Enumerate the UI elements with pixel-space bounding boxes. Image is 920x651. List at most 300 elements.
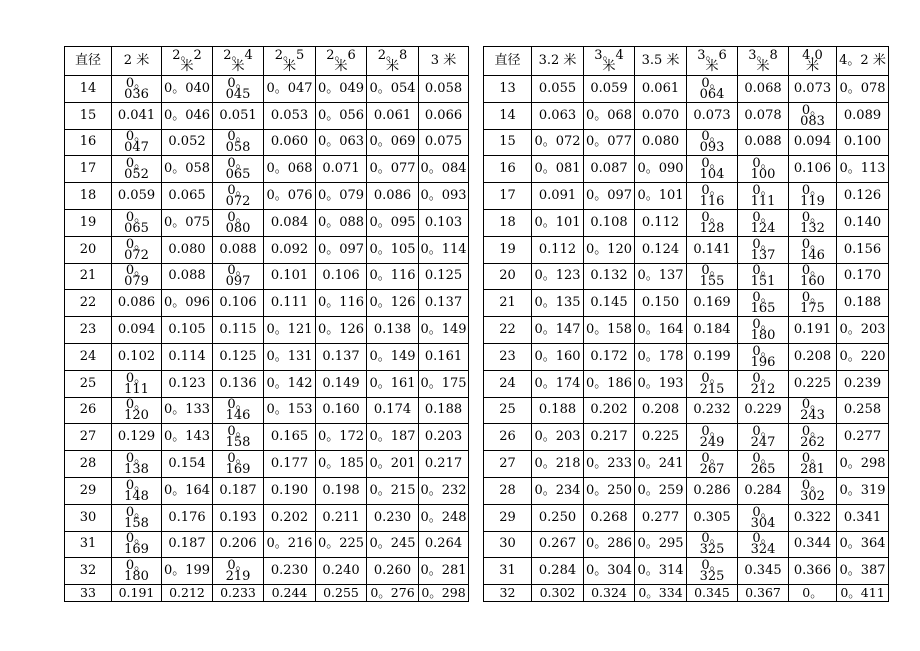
volume-cell: 0.114 [162, 343, 213, 370]
volume-cell: 0.284 [738, 477, 789, 504]
right-header-cell: 4.0 米 [789, 47, 837, 76]
volume-cell: 0。120 [584, 236, 635, 263]
table-row [484, 317, 889, 344]
volume-cell: 0。158 [584, 317, 635, 344]
volume-cell: 0。 249 [687, 424, 738, 451]
volume-cell: 0.165 [264, 424, 316, 451]
volume-cell: 0.264 [419, 531, 469, 558]
volume-cell: 0.174 [367, 397, 419, 424]
table-row [484, 263, 889, 290]
volume-cell: 0.277 [635, 504, 687, 531]
volume-cell: 0.217 [419, 451, 469, 478]
volume-cell: 0.177 [264, 451, 316, 478]
volume-cell: 0.225 [635, 424, 687, 451]
volume-cell: 0。295 [635, 531, 687, 558]
diameter-cell: 26 [484, 424, 532, 451]
diameter-cell: 18 [484, 209, 532, 236]
diameter-cell: 13 [484, 76, 532, 103]
volume-cell: 0.078 [738, 102, 789, 129]
table-row [484, 102, 889, 129]
volume-cell: 0。135 [532, 290, 584, 317]
volume-cell: 0。 158 [112, 504, 162, 531]
volume-cell: 0。075 [162, 209, 213, 236]
volume-cell: 0.137 [316, 343, 367, 370]
volume-cell: 0。160 [532, 343, 584, 370]
table-row [65, 370, 469, 397]
diameter-cell: 31 [484, 558, 532, 585]
volume-cell: 0.233 [213, 585, 264, 602]
volume-cell: 0。364 [837, 531, 889, 558]
volume-cell: 0.305 [687, 504, 738, 531]
table-row [484, 504, 889, 531]
volume-cell: 0.161 [419, 343, 469, 370]
table-row [484, 129, 889, 156]
volume-cell: 0。 304 [738, 504, 789, 531]
volume-cell: 0.198 [316, 477, 367, 504]
volume-cell: 0。 116 [687, 183, 738, 210]
volume-cell: 0.176 [162, 504, 213, 531]
diameter-cell: 19 [484, 236, 532, 263]
volume-cell: 0.084 [264, 209, 316, 236]
volume-cell: 0。116 [316, 290, 367, 317]
volume-cell: 0.073 [687, 102, 738, 129]
right-header-cell: 3。6 米 [687, 47, 738, 76]
table-row [484, 76, 889, 103]
volume-cell: 0.229 [738, 397, 789, 424]
diameter-cell: 15 [484, 129, 532, 156]
volume-cell: 0。077 [367, 156, 419, 183]
volume-cell: 0。097 [316, 236, 367, 263]
volume-cell: 0。149 [367, 343, 419, 370]
volume-cell: 0。 243 [789, 397, 837, 424]
volume-cell: 0.203 [419, 424, 469, 451]
volume-cell: 0.322 [789, 504, 837, 531]
table-row [484, 343, 889, 370]
volume-cell: 0。079 [316, 183, 367, 210]
volume-cell: 0.208 [635, 397, 687, 424]
volume-cell: 0。 100 [738, 156, 789, 183]
diameter-cell: 29 [484, 504, 532, 531]
volume-cell: 0。047 [264, 76, 316, 103]
diameter-cell: 22 [65, 290, 112, 317]
diameter-cell: 20 [65, 236, 112, 263]
volume-cell: 0。078 [837, 76, 889, 103]
volume-cell: 0。081 [532, 156, 584, 183]
volume-cell: 0.103 [419, 209, 469, 236]
volume-cell: 0。113 [837, 156, 889, 183]
volume-cell: 0。 [789, 585, 837, 602]
volume-cell: 0.070 [635, 102, 687, 129]
volume-cell: 0.136 [213, 370, 264, 397]
right-header-cell: 4。2 米 [837, 47, 889, 76]
volume-cell: 0.191 [789, 317, 837, 344]
diameter-cell: 14 [484, 102, 532, 129]
volume-cell: 0。234 [532, 477, 584, 504]
volume-cell: 0。 148 [112, 477, 162, 504]
volume-cell: 0.123 [162, 370, 213, 397]
volume-cell: 0.187 [213, 477, 264, 504]
volume-cell: 0.202 [264, 504, 316, 531]
diameter-cell: 28 [484, 477, 532, 504]
volume-cell: 0。054 [367, 76, 419, 103]
volume-cell: 0。088 [316, 209, 367, 236]
table-row [65, 209, 469, 236]
diameter-cell: 24 [65, 343, 112, 370]
table-row [484, 290, 889, 317]
volume-cell: 0。281 [419, 558, 469, 585]
diameter-cell: 14 [65, 76, 112, 103]
volume-cell: 0.244 [264, 585, 316, 602]
volume-cell: 0。 158 [213, 424, 264, 451]
volume-cell: 0。 093 [687, 129, 738, 156]
table-row [484, 209, 889, 236]
volume-cell: 0.125 [419, 263, 469, 290]
table-row [65, 156, 469, 183]
volume-cell: 0.199 [687, 343, 738, 370]
volume-cell: 0。199 [162, 558, 213, 585]
volume-cell: 0。123 [532, 263, 584, 290]
volume-cell: 0。137 [635, 263, 687, 290]
volume-cell: 0。164 [635, 317, 687, 344]
table-row [484, 397, 889, 424]
volume-cell: 0。225 [316, 531, 367, 558]
volume-cell: 0.132 [584, 263, 635, 290]
diameter-cell: 30 [65, 504, 112, 531]
volume-cell: 0.188 [532, 397, 584, 424]
table-row [65, 76, 469, 103]
volume-cell: 0。 083 [789, 102, 837, 129]
volume-cell: 0。 052 [112, 156, 162, 183]
volume-cell: 0。 072 [112, 236, 162, 263]
volume-cell: 0。175 [419, 370, 469, 397]
table-row [484, 183, 889, 210]
volume-cell: 0.184 [687, 317, 738, 344]
volume-cell: 0。203 [532, 424, 584, 451]
volume-cell: 0。215 [367, 477, 419, 504]
diameter-cell: 21 [65, 263, 112, 290]
diameter-cell: 22 [484, 317, 532, 344]
volume-cell: 0。 325 [687, 531, 738, 558]
volume-cell: 0。 160 [789, 263, 837, 290]
diameter-cell: 15 [65, 102, 112, 129]
volume-cell: 0。174 [532, 370, 584, 397]
volume-cell: 0.066 [419, 102, 469, 129]
table-row [65, 531, 469, 558]
volume-cell: 0.059 [584, 76, 635, 103]
volume-cell: 0.075 [419, 129, 469, 156]
volume-cell: 0。 165 [738, 290, 789, 317]
volume-cell: 0。 137 [738, 236, 789, 263]
volume-cell: 0。 196 [738, 343, 789, 370]
volume-cell: 0.088 [738, 129, 789, 156]
table-row [484, 451, 889, 478]
volume-cell: 0.055 [532, 76, 584, 103]
volume-cell: 0.089 [837, 102, 889, 129]
volume-cell: 0。259 [635, 477, 687, 504]
volume-cell: 0.193 [213, 504, 264, 531]
volume-cell: 0.102 [112, 343, 162, 370]
volume-cell: 0。 151 [738, 263, 789, 290]
volume-cell: 0.068 [738, 76, 789, 103]
volume-cell: 0。 138 [112, 451, 162, 478]
volume-cell: 0.071 [316, 156, 367, 183]
table-row [65, 585, 469, 602]
volume-cell: 0。298 [419, 585, 469, 602]
volume-cell: 0.208 [789, 343, 837, 370]
table-row [65, 451, 469, 478]
volume-cell: 0。101 [532, 209, 584, 236]
diameter-cell: 26 [65, 397, 112, 424]
volume-cell: 0。203 [837, 317, 889, 344]
volume-cell: 0.267 [532, 531, 584, 558]
left-header-cell: 直径 [65, 47, 112, 76]
table-row [484, 370, 889, 397]
volume-cell: 0。077 [584, 129, 635, 156]
volume-cell: 0.088 [213, 236, 264, 263]
volume-cell: 0.211 [316, 504, 367, 531]
volume-cell: 0。 080 [213, 209, 264, 236]
volume-cell: 0。 265 [738, 451, 789, 478]
diameter-cell: 31 [65, 531, 112, 558]
diameter-cell: 28 [65, 451, 112, 478]
table-row [65, 102, 469, 129]
diameter-cell: 23 [484, 343, 532, 370]
volume-cell: 0.240 [316, 558, 367, 585]
table-row [484, 585, 889, 602]
table-row [65, 504, 469, 531]
volume-cell: 0.101 [264, 263, 316, 290]
volume-cell: 0。049 [316, 76, 367, 103]
volume-cell: 0。 104 [687, 156, 738, 183]
volume-cell: 0.061 [367, 102, 419, 129]
diameter-cell: 20 [484, 263, 532, 290]
volume-cell: 0.258 [837, 397, 889, 424]
table-row [65, 477, 469, 504]
volume-cell: 0。304 [584, 558, 635, 585]
volume-cell: 0.268 [584, 504, 635, 531]
volume-cell: 0。105 [367, 236, 419, 263]
volume-cell: 0。046 [162, 102, 213, 129]
volume-cell: 0.094 [112, 317, 162, 344]
volume-cell: 0。 124 [738, 209, 789, 236]
volume-cell: 0.260 [367, 558, 419, 585]
volume-cell: 0.106 [789, 156, 837, 183]
volume-cell: 0。233 [584, 451, 635, 478]
left-header-cell: 3 米 [419, 47, 469, 76]
volume-cell: 0。 045 [213, 76, 264, 103]
volume-cell: 0。298 [837, 451, 889, 478]
left-header-cell: 2。2 米 [162, 47, 213, 76]
table-row [484, 477, 889, 504]
volume-cell: 0.230 [264, 558, 316, 585]
volume-cell: 0.112 [635, 209, 687, 236]
diameter-cell: 29 [65, 477, 112, 504]
volume-cell: 0。114 [419, 236, 469, 263]
volume-cell: 0.065 [162, 183, 213, 210]
volume-cell: 0。095 [367, 209, 419, 236]
volume-cell: 0.154 [162, 451, 213, 478]
volume-cell: 0。147 [532, 317, 584, 344]
volume-cell: 0。 097 [213, 263, 264, 290]
volume-cell: 0。232 [419, 477, 469, 504]
volume-cell: 0。121 [264, 317, 316, 344]
volume-cell: 0。 212 [738, 370, 789, 397]
volume-cell: 0.190 [264, 477, 316, 504]
left-header-cell: 2。5 米 [264, 47, 316, 76]
table-row [65, 343, 469, 370]
volume-cell: 0。185 [316, 451, 367, 478]
volume-cell: 0.250 [532, 504, 584, 531]
volume-cell: 0.106 [213, 290, 264, 317]
volume-cell: 0。387 [837, 558, 889, 585]
table-row [65, 236, 469, 263]
table-row [484, 236, 889, 263]
volume-cell: 0。334 [635, 585, 687, 602]
volume-cell: 0.086 [112, 290, 162, 317]
volume-cell: 0。 065 [213, 156, 264, 183]
volume-cell: 0.086 [367, 183, 419, 210]
volume-cell: 0。 047 [112, 129, 162, 156]
volume-cell: 0。126 [316, 317, 367, 344]
volume-cell: 0。 146 [789, 236, 837, 263]
diameter-cell: 17 [65, 156, 112, 183]
left-header-cell: 2。4 米 [213, 47, 264, 76]
diameter-cell: 16 [484, 156, 532, 183]
volume-cell: 0.091 [532, 183, 584, 210]
volume-cell: 0。072 [532, 129, 584, 156]
diameter-cell: 30 [484, 531, 532, 558]
volume-cell: 0.087 [584, 156, 635, 183]
volume-cell: 0。172 [316, 424, 367, 451]
volume-cell: 0。186 [584, 370, 635, 397]
left-header-cell: 2。6 米 [316, 47, 367, 76]
volume-cell: 0。101 [635, 183, 687, 210]
volume-cell: 0.302 [532, 585, 584, 602]
volume-cell: 0。314 [635, 558, 687, 585]
volume-cell: 0。063 [316, 129, 367, 156]
volume-cell: 0.137 [419, 290, 469, 317]
volume-cell: 0。056 [316, 102, 367, 129]
volume-cell: 0.115 [213, 317, 264, 344]
volume-cell: 0。 325 [687, 558, 738, 585]
volume-cell: 0。 247 [738, 424, 789, 451]
volume-cell: 0。 267 [687, 451, 738, 478]
volume-cell: 0.191 [112, 585, 162, 602]
volume-cell: 0.145 [584, 290, 635, 317]
volume-cell: 0.341 [837, 504, 889, 531]
table-row [65, 183, 469, 210]
volume-cell: 0。 175 [789, 290, 837, 317]
volume-cell: 0。 065 [112, 209, 162, 236]
right-header-cell: 直径 [484, 47, 532, 76]
volume-cell: 0。241 [635, 451, 687, 478]
table-row [484, 156, 889, 183]
volume-cell: 0.149 [316, 370, 367, 397]
volume-cell: 0。096 [162, 290, 213, 317]
volume-cell: 0.284 [532, 558, 584, 585]
volume-cell: 0。201 [367, 451, 419, 478]
volume-cell: 0.106 [316, 263, 367, 290]
table-row [65, 397, 469, 424]
table-row [65, 129, 469, 156]
table-row [65, 424, 469, 451]
volume-cell: 0.187 [162, 531, 213, 558]
volume-cell: 0。133 [162, 397, 213, 424]
volume-cell: 0。 120 [112, 397, 162, 424]
right-header-row [484, 47, 889, 76]
table-row [484, 531, 889, 558]
volume-cell: 0.277 [837, 424, 889, 451]
table-row [484, 558, 889, 585]
volume-cell: 0.206 [213, 531, 264, 558]
volume-cell: 0.053 [264, 102, 316, 129]
volume-cell: 0。 146 [213, 397, 264, 424]
volume-cell: 0.073 [789, 76, 837, 103]
volume-cell: 0。 036 [112, 76, 162, 103]
table-row [484, 424, 889, 451]
volume-cell: 0。276 [367, 585, 419, 602]
volume-cell: 0.172 [584, 343, 635, 370]
diameter-cell: 27 [484, 451, 532, 478]
volume-cell: 0.060 [264, 129, 316, 156]
diameter-cell: 25 [65, 370, 112, 397]
volume-cell: 0.138 [367, 317, 419, 344]
right-header-cell: 3.2 米 [532, 47, 584, 76]
diameter-cell: 19 [65, 209, 112, 236]
volume-cell: 0.108 [584, 209, 635, 236]
volume-cell: 0.126 [837, 183, 889, 210]
volume-cell: 0.124 [635, 236, 687, 263]
diameter-cell: 17 [484, 183, 532, 210]
volume-cell: 0.092 [264, 236, 316, 263]
volume-cell: 0.100 [837, 129, 889, 156]
volume-cell: 0。126 [367, 290, 419, 317]
volume-cell: 0。 064 [687, 76, 738, 103]
volume-cell: 0.188 [837, 290, 889, 317]
volume-cell: 0。 111 [112, 370, 162, 397]
volume-cell: 0。245 [367, 531, 419, 558]
volume-cell: 0.255 [316, 585, 367, 602]
volume-cell: 0。116 [367, 263, 419, 290]
volume-cell: 0。218 [532, 451, 584, 478]
volume-cell: 0.345 [687, 585, 738, 602]
volume-cell: 0。 262 [789, 424, 837, 451]
volume-cell: 0.041 [112, 102, 162, 129]
diameter-cell: 16 [65, 129, 112, 156]
volume-cell: 0。153 [264, 397, 316, 424]
volume-cell: 0。 058 [213, 129, 264, 156]
volume-cell: 0。097 [584, 183, 635, 210]
diameter-cell: 18 [65, 183, 112, 210]
volume-cell: 0.344 [789, 531, 837, 558]
diameter-cell: 33 [65, 585, 112, 602]
volume-cell: 0.059 [112, 183, 162, 210]
volume-cell: 0.156 [837, 236, 889, 263]
right-header-cell: 3。4 米 [584, 47, 635, 76]
left-header-cell: 2。8 米 [367, 47, 419, 76]
volume-cell: 0.141 [687, 236, 738, 263]
volume-cell: 0。069 [367, 129, 419, 156]
diameter-cell: 32 [484, 585, 532, 602]
volume-cell: 0.105 [162, 317, 213, 344]
volume-cell: 0。250 [584, 477, 635, 504]
volume-cell: 0.169 [687, 290, 738, 317]
volume-cell: 0.212 [162, 585, 213, 602]
volume-cell: 0。093 [419, 183, 469, 210]
volume-cell: 0.094 [789, 129, 837, 156]
volume-cell: 0.061 [635, 76, 687, 103]
volume-cell: 0。068 [264, 156, 316, 183]
